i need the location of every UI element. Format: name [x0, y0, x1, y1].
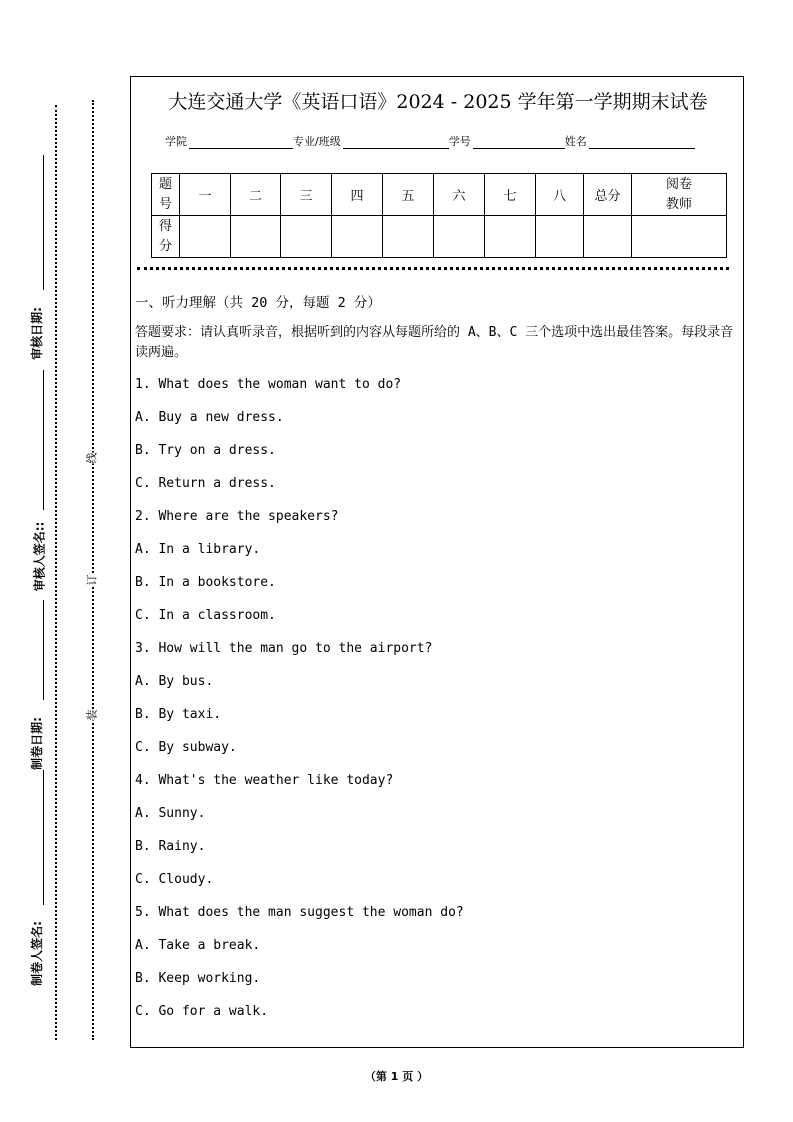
question-line: 2. Where are the speakers?: [135, 509, 339, 524]
reviewer-date-line: [43, 155, 44, 290]
option-line: A. Take a break.: [135, 938, 261, 953]
maker-sign-label: 制卷人签名:: [29, 921, 44, 986]
col-header: 一: [180, 174, 231, 216]
reviewer-sign-label: 审核人签名::: [32, 521, 47, 592]
reviewer-header: 阅卷 教师: [632, 174, 727, 216]
maker-sign-line: [43, 770, 44, 905]
option-line: B. By taxi.: [135, 707, 222, 722]
option-line: B. In a bookstore.: [135, 575, 276, 590]
ding-char: 订: [85, 574, 99, 586]
college-label: 学院: [165, 135, 187, 148]
col-header: 五: [383, 174, 434, 216]
name-label: 姓名: [564, 135, 587, 148]
option-line: B. Rainy.: [135, 839, 206, 854]
student-info-row: [165, 133, 695, 149]
section-instructions: 答题要求：请认真听录音，根据听到的内容从每题所给的 A、B、C 三个选项中选出最佳答案。每段录音读两遍。: [135, 325, 734, 360]
reviewer-date-label: 审核日期:: [29, 307, 44, 360]
score-cell[interactable]: [383, 216, 434, 258]
total-score-cell[interactable]: [584, 216, 632, 258]
option-line: C. By subway.: [135, 740, 237, 755]
question-line: 1. What does the woman want to do?: [135, 377, 402, 392]
col-header: 七: [485, 174, 536, 216]
score-cell[interactable]: [180, 216, 231, 258]
name-field[interactable]: [589, 136, 695, 149]
option-line: C. Go for a walk.: [135, 1004, 269, 1019]
option-line: A. Sunny.: [135, 806, 206, 821]
college-field[interactable]: [189, 136, 293, 149]
question-line: 5. What does the man suggest the woman do?: [135, 905, 464, 920]
score-cell[interactable]: [536, 216, 584, 258]
col-header: 八: [536, 174, 584, 216]
binding-dotted-line: [92, 100, 94, 1040]
maker-date-line: [43, 600, 44, 700]
line-char: 线: [85, 452, 99, 464]
option-line: C. Cloudy.: [135, 872, 214, 887]
option-line: A. By bus.: [135, 674, 214, 689]
col-header: 三: [281, 174, 332, 216]
reviewer-sign-line: [43, 370, 44, 510]
option-line: B. Try on a dress.: [135, 443, 276, 458]
question-number-header: 题 号: [152, 174, 180, 216]
score-table: [151, 173, 727, 258]
col-header: 二: [231, 174, 281, 216]
student-id-field[interactable]: [473, 136, 565, 149]
score-cell[interactable]: [281, 216, 332, 258]
question-line: 4. What's the weather like today?: [135, 773, 394, 788]
listening-section: [135, 291, 741, 1035]
section-heading: 一、听力理解（共 20 分，每题 2 分）: [135, 295, 381, 311]
option-line: C. Return a dress.: [135, 476, 276, 491]
question-line: 3. How will the man go to the airport?: [135, 641, 433, 656]
student-id-label: 学号: [448, 135, 471, 148]
zhuang-char: 装: [85, 709, 99, 721]
maker-date-label: 制卷日期:: [29, 717, 44, 770]
exam-frame: [130, 76, 744, 1048]
score-cell[interactable]: [332, 216, 383, 258]
option-line: A. In a library.: [135, 542, 261, 557]
section-divider: [137, 267, 729, 270]
reviewer-cell[interactable]: [632, 216, 727, 258]
score-cell[interactable]: [434, 216, 485, 258]
major-field[interactable]: [343, 136, 449, 149]
score-cell[interactable]: [231, 216, 281, 258]
option-line: C. In a classroom.: [135, 608, 276, 623]
major-label: 专业/班级: [293, 135, 341, 148]
col-header: 六: [434, 174, 485, 216]
page-number: （第 1 页 ）: [364, 1070, 429, 1083]
outer-dotted-line: [55, 105, 57, 1040]
score-cell[interactable]: [485, 216, 536, 258]
total-header: 总分: [584, 174, 632, 216]
option-line: A. Buy a new dress.: [135, 410, 284, 425]
option-line: B. Keep working.: [135, 971, 261, 986]
score-row-header: 得 分: [152, 216, 180, 258]
exam-title: 大连交通大学《英语口语》2024 - 2025 学年第一学期期末试卷: [168, 91, 708, 113]
col-header: 四: [332, 174, 383, 216]
